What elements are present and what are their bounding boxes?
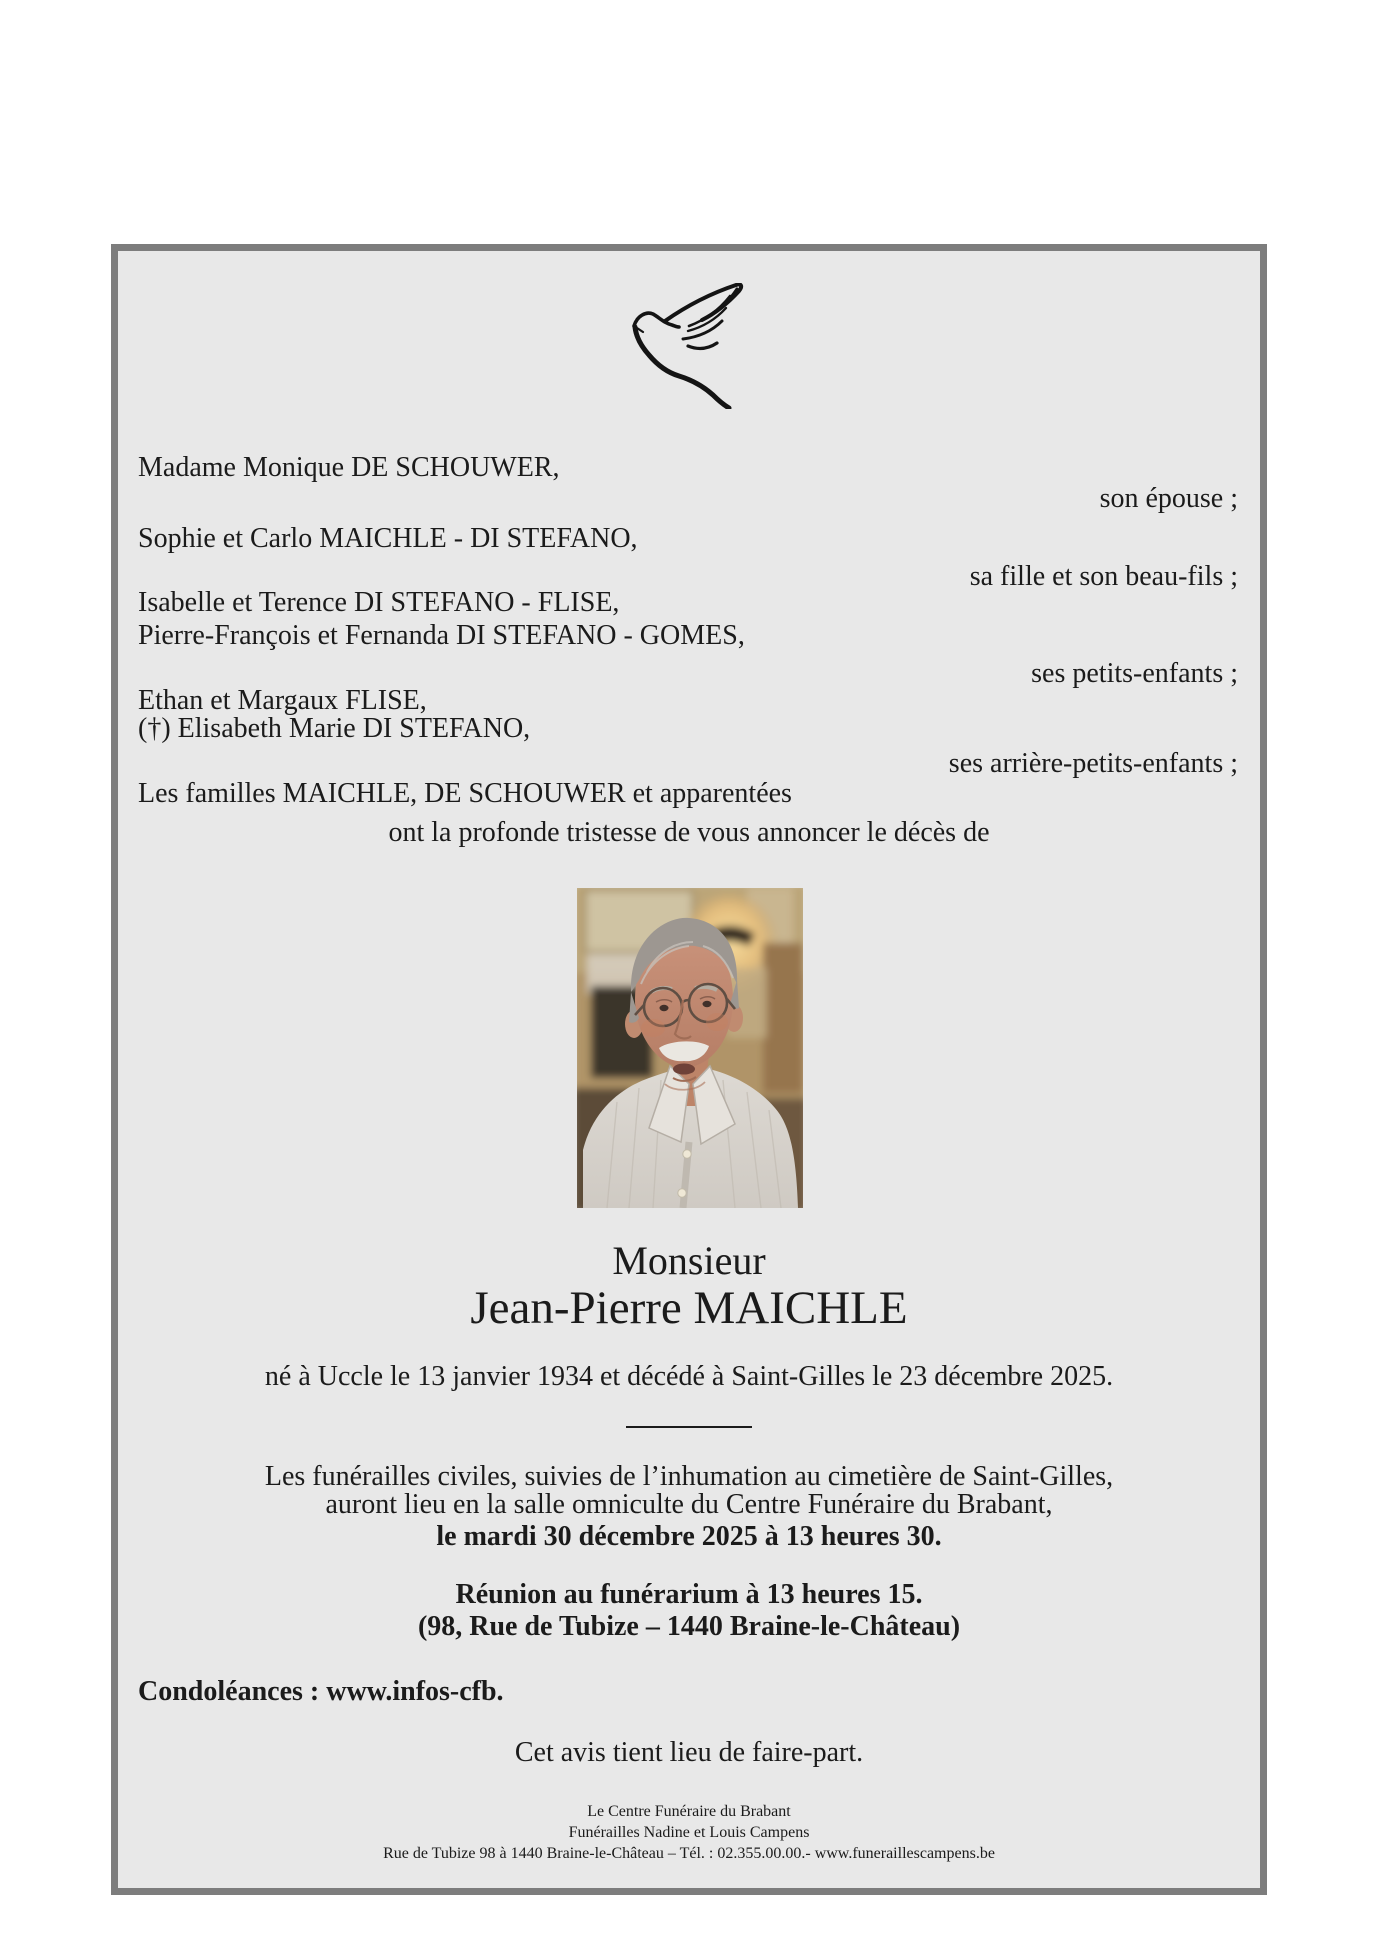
intro-sentence: ont la profonde tristesse de vous annoncer le décès de bbox=[388, 817, 990, 848]
relation-row: sa fille et son beau-fils ; bbox=[969, 561, 1238, 592]
family-row: Pierre-François et Fernanda DI STEFANO - GOMES, bbox=[138, 620, 745, 651]
relation-row: ses petits-enfants ; bbox=[1031, 658, 1238, 689]
family-row: Sophie et Carlo MAICHLE - DI STEFANO, bbox=[138, 523, 638, 554]
footer-line: Le Centre Funéraire du Brabant bbox=[587, 1803, 791, 1820]
family-row: Les familles MAICHLE, DE SCHOUWER et apparentées bbox=[138, 778, 792, 809]
deceased-title: Monsieur bbox=[612, 1238, 766, 1283]
relation-row: ses arrière-petits-enfants ; bbox=[948, 748, 1238, 779]
family-row: Ethan et Margaux FLISE, bbox=[138, 685, 427, 716]
footer-line: Rue de Tubize 98 à 1440 Braine-le-Château – Tél. : 02.355.00.00.- www.funeraillescampens.be bbox=[383, 1845, 995, 1862]
footer-line: Funérailles Nadine et Louis Campens bbox=[568, 1824, 810, 1841]
ceremony-line: auront lieu en la salle omniculte du Centre Funéraire du Brabant, bbox=[325, 1489, 1053, 1520]
family-row: Isabelle et Terence DI STEFANO - FLISE, bbox=[138, 587, 620, 618]
separator-rule bbox=[626, 1426, 752, 1428]
ceremony-line: Les funérailles civiles, suivies de l’inhumation au cimetière de Saint-Gilles, bbox=[264, 1461, 1114, 1492]
life-dates: né à Uccle le 13 janvier 1934 et décédé à Saint-Gilles le 23 décembre 2025. bbox=[264, 1361, 1114, 1392]
dove-icon bbox=[632, 283, 746, 409]
relation-row: son épouse ; bbox=[1099, 483, 1238, 514]
funeral-home-footer bbox=[118, 1801, 1260, 1864]
condolences-line: Condoléances : www.infos-cfb. bbox=[138, 1676, 504, 1707]
family-row: (†) Elisabeth Marie DI STEFANO, bbox=[138, 713, 531, 744]
deceased-photo bbox=[577, 888, 803, 1208]
announcement-card bbox=[111, 244, 1267, 1895]
reunion-line: Réunion au funérarium à 13 heures 15. bbox=[455, 1579, 923, 1610]
deceased-name: Jean-Pierre MAICHLE bbox=[470, 1282, 908, 1334]
family-row: Madame Monique DE SCHOUWER, bbox=[138, 452, 560, 483]
faire-part-notice: Cet avis tient lieu de faire-part. bbox=[514, 1737, 864, 1768]
ceremony-datetime: le mardi 30 décembre 2025 à 13 heures 30. bbox=[436, 1521, 942, 1552]
reunion-address: (98, Rue de Tubize – 1440 Braine-le-Château) bbox=[417, 1611, 961, 1642]
